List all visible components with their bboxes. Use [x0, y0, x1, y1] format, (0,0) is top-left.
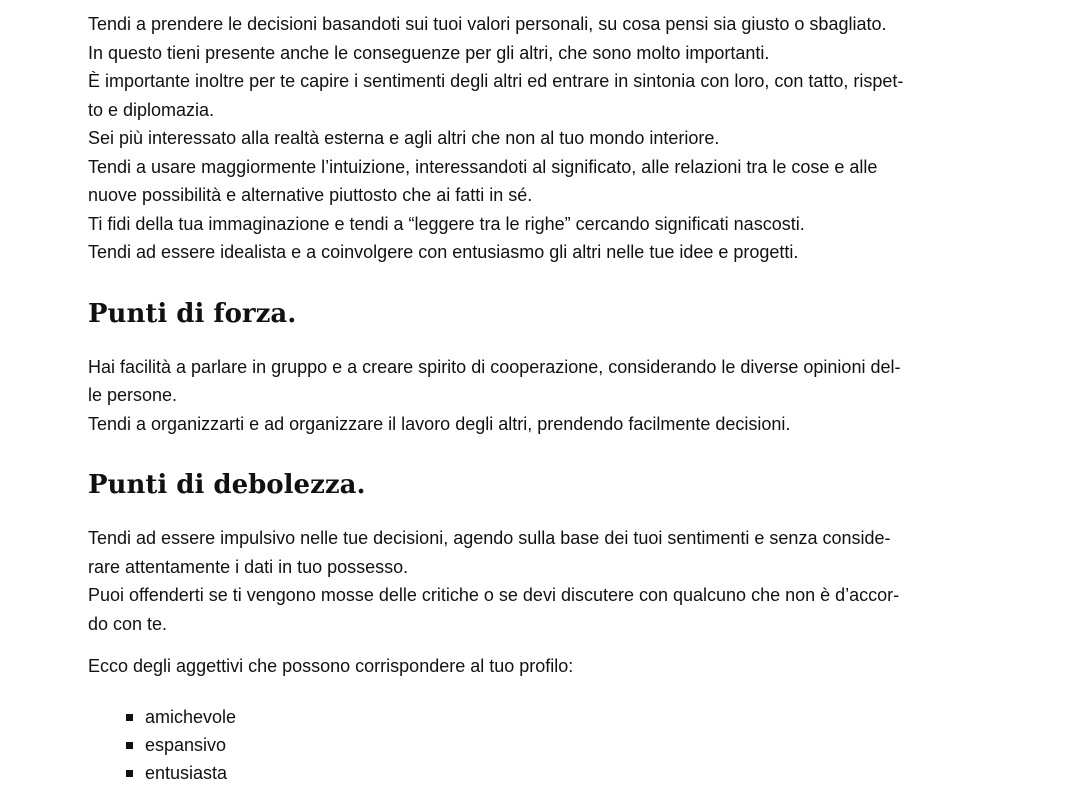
- text-line: Tendi ad essere idealista e a coinvolgere con entusiasmo gli altri nelle tue idee e progetti.: [88, 242, 799, 262]
- adjectives-list: [88, 703, 958, 787]
- text-line: Tendi ad essere impulsivo nelle tue decisioni, agendo sulla base dei tuoi sentimenti e senza conside-: [88, 528, 891, 548]
- adjectives-intro: [88, 652, 958, 681]
- text-line: In questo tieni presente anche le conseguenze per gli altri, che sono molto importanti.: [88, 42, 770, 63]
- text-line: do con te.: [88, 613, 168, 634]
- text-line: Ti fidi della tua immaginazione e tendi a “leggere tra le righe” cercando significati nascosti.: [88, 213, 805, 234]
- list-item-label: entusiasta: [145, 762, 228, 783]
- text-line: Tendi a organizzarti e ad organizzare il lavoro degli altri, prendendo facilmente decisioni.: [88, 413, 791, 434]
- list-item: [126, 731, 958, 759]
- list-item: [126, 703, 958, 731]
- list-item-label: amichevole: [145, 706, 237, 727]
- text-line: Puoi offenderti se ti vengono mosse delle critiche o se devi discutere con qualcuno che non è d’accor-: [88, 585, 900, 605]
- weaknesses-heading: Punti di debolezza.: [88, 470, 366, 500]
- text-line: Tendi a usare maggiormente l’intuizione, interessandoti al significato, alle relazioni tra le cose e alle: [88, 156, 878, 177]
- text-line: È importante inoltre per te capire i sentimenti degli altri ed entrare in sintonia con loro, con tatto, rispet-: [88, 71, 904, 91]
- text-line: Tendi a prendere le decisioni basandoti sui tuoi valori personali, su cosa pensi sia giusto o sbagliato.: [88, 14, 887, 34]
- document-body: [88, 10, 958, 787]
- text-line: Hai facilità a parlare in gruppo e a creare spirito di cooperazione, considerando le diverse opinioni del-: [88, 356, 901, 377]
- square-bullet-icon: [126, 770, 133, 777]
- list-item-label: espansivo: [145, 734, 227, 755]
- square-bullet-icon: [126, 742, 133, 749]
- square-bullet-icon: [126, 714, 133, 721]
- text-line: nuove possibilità e alternative piuttosto che ai fatti in sé.: [88, 185, 533, 205]
- text-line: Ecco degli aggettivi che possono corrispondere al tuo profilo:: [88, 656, 574, 676]
- strengths-heading: Punti di forza.: [88, 298, 297, 329]
- text-line: Sei più interessato alla realtà esterna e agli altri che non al tuo mondo interiore.: [88, 128, 720, 148]
- list-item: [126, 759, 958, 787]
- text-line: to e diplomazia.: [88, 99, 215, 120]
- profile-description: [88, 10, 958, 267]
- strengths-paragraph: [88, 353, 958, 439]
- weaknesses-paragraph: [88, 524, 958, 638]
- text-line: rare attentamente i dati in tuo possesso.: [88, 556, 409, 577]
- text-line: le persone.: [88, 385, 178, 405]
